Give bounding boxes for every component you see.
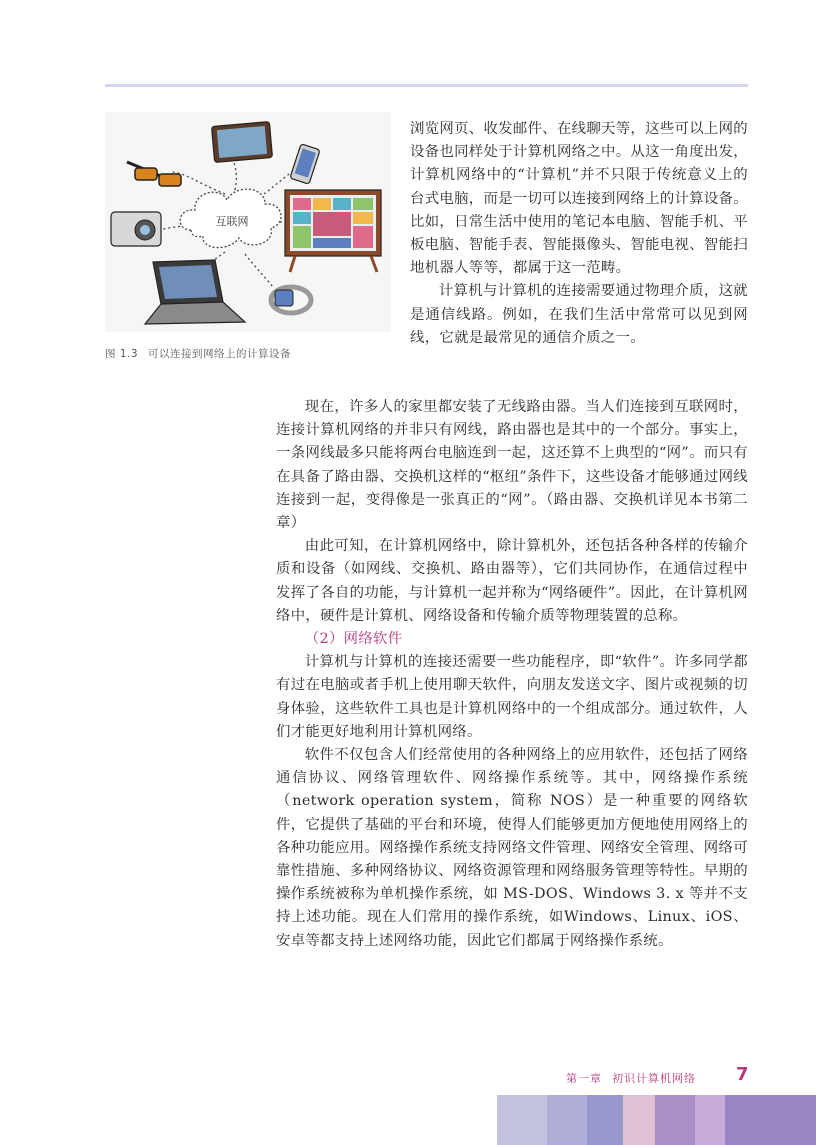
caption-text: 可以连接到网络上的计算设备 xyxy=(148,348,292,360)
smart-glasses-icon xyxy=(127,162,181,186)
page-number: 7 xyxy=(736,1064,749,1085)
footer-band xyxy=(547,1095,587,1145)
header-rule xyxy=(105,84,748,87)
footer-band xyxy=(623,1095,655,1145)
smartwatch-icon xyxy=(271,287,311,313)
main-column-text xyxy=(276,396,748,953)
paragraph: 浏览网页、收发邮件、在线聊天等，这些可以上网的设备也同样处于计算机网络之中。从这一角度出发，计算机网络中的“计算机”并不只限于传统意义上的台式电脑，而是一切可以连接到网络上的计算设备。比如，日常生活中使用的笔记本电脑、智能手机、平板电脑、智能手表、智能摄像头、智能电视、智能扫地机器人等等，都属于这一范畴。 xyxy=(410,121,748,277)
figure-caption xyxy=(105,346,301,361)
footer-chapter xyxy=(566,1070,706,1086)
chapter-number: 第一章 xyxy=(566,1072,602,1085)
chapter-title: 初识计算机网络 xyxy=(612,1072,696,1085)
camera-icon xyxy=(111,212,161,246)
footer-band xyxy=(655,1095,695,1145)
footer-band xyxy=(725,1095,816,1145)
section-heading: （2）网络软件 xyxy=(304,631,403,648)
right-column-text xyxy=(410,118,748,350)
smartphone-icon xyxy=(290,144,320,184)
tablet-icon xyxy=(212,122,273,163)
laptop-icon xyxy=(145,260,245,324)
paragraph: 现在，许多人的家里都安装了无线路由器。当人们连接到互联网时，连接计算机网络的并非只有网线，路由器也是其中的一个部分。事实上，一条网线最多只能将两台电脑连到一起，这还算不上典型的“网”。而只有在具备了路由器、交换机这样的“枢纽”条件下，这些设备才能够通过网线连接到一起，变得像是一张真正的“网”。（路由器、交换机详见本书第二章） xyxy=(276,399,748,532)
cloud-label: 互联网 xyxy=(215,215,249,228)
footer-band xyxy=(497,1095,547,1145)
devices-figure xyxy=(105,112,391,332)
paragraph: 计算机与计算机的连接需要通过物理介质，这就是通信线路。例如，在我们生活中常常可以见到网线，它就是最常见的通信介质之一。 xyxy=(410,283,748,346)
footer-band xyxy=(695,1095,725,1145)
paragraph: 软件不仅包含人们经常使用的各种网络上的应用软件，还包括了网络通信协议、网络管理软件、网络操作系统等。其中，网络操作系统（network operation system，简称 NOS）是一种重要的网络软件，它提供了基础的平台和环境，使得人们能够更加方便地使用网络上的各种功能应用。网络操作系统支持网络文件管理、网络安全管理、网络可靠性措施、多种网络协议、网络资源管理和网络服务管理等特性。早期的操作系统被称为单机操作系统，如 MS-DOS、Windows 3. x 等并不支持上述功能。现在人们常用的操作系统，如Windows、Linux、iOS、安卓等都支持上述网络功能，因此它们都属于网络操作系统。 xyxy=(276,747,748,949)
paragraph: 计算机与计算机的连接还需要一些功能程序，即“软件”。许多同学都有过在电脑或者手机上使用聊天软件，向朋友发送文字、图片或视频的切身体验，这些软件工具也是计算机网络中的一个组成部分。通过软件，人们才能更好地利用计算机网络。 xyxy=(276,654,748,740)
footer-band xyxy=(587,1095,623,1145)
devices-illustration xyxy=(105,112,391,332)
smart-tv-icon xyxy=(285,190,381,272)
paragraph: 由此可知，在计算机网络中，除计算机外，还包括各种各样的传输介质和设备（如网线、交换机、路由器等），它们共同协作，在通信过程中发挥了各自的功能，与计算机一起并称为“网络硬件”。因此，在计算机网络中，硬件是计算机、网络设备和传输介质等物理装置的总称。 xyxy=(276,538,748,624)
caption-number: 图 1.3 xyxy=(105,348,139,360)
